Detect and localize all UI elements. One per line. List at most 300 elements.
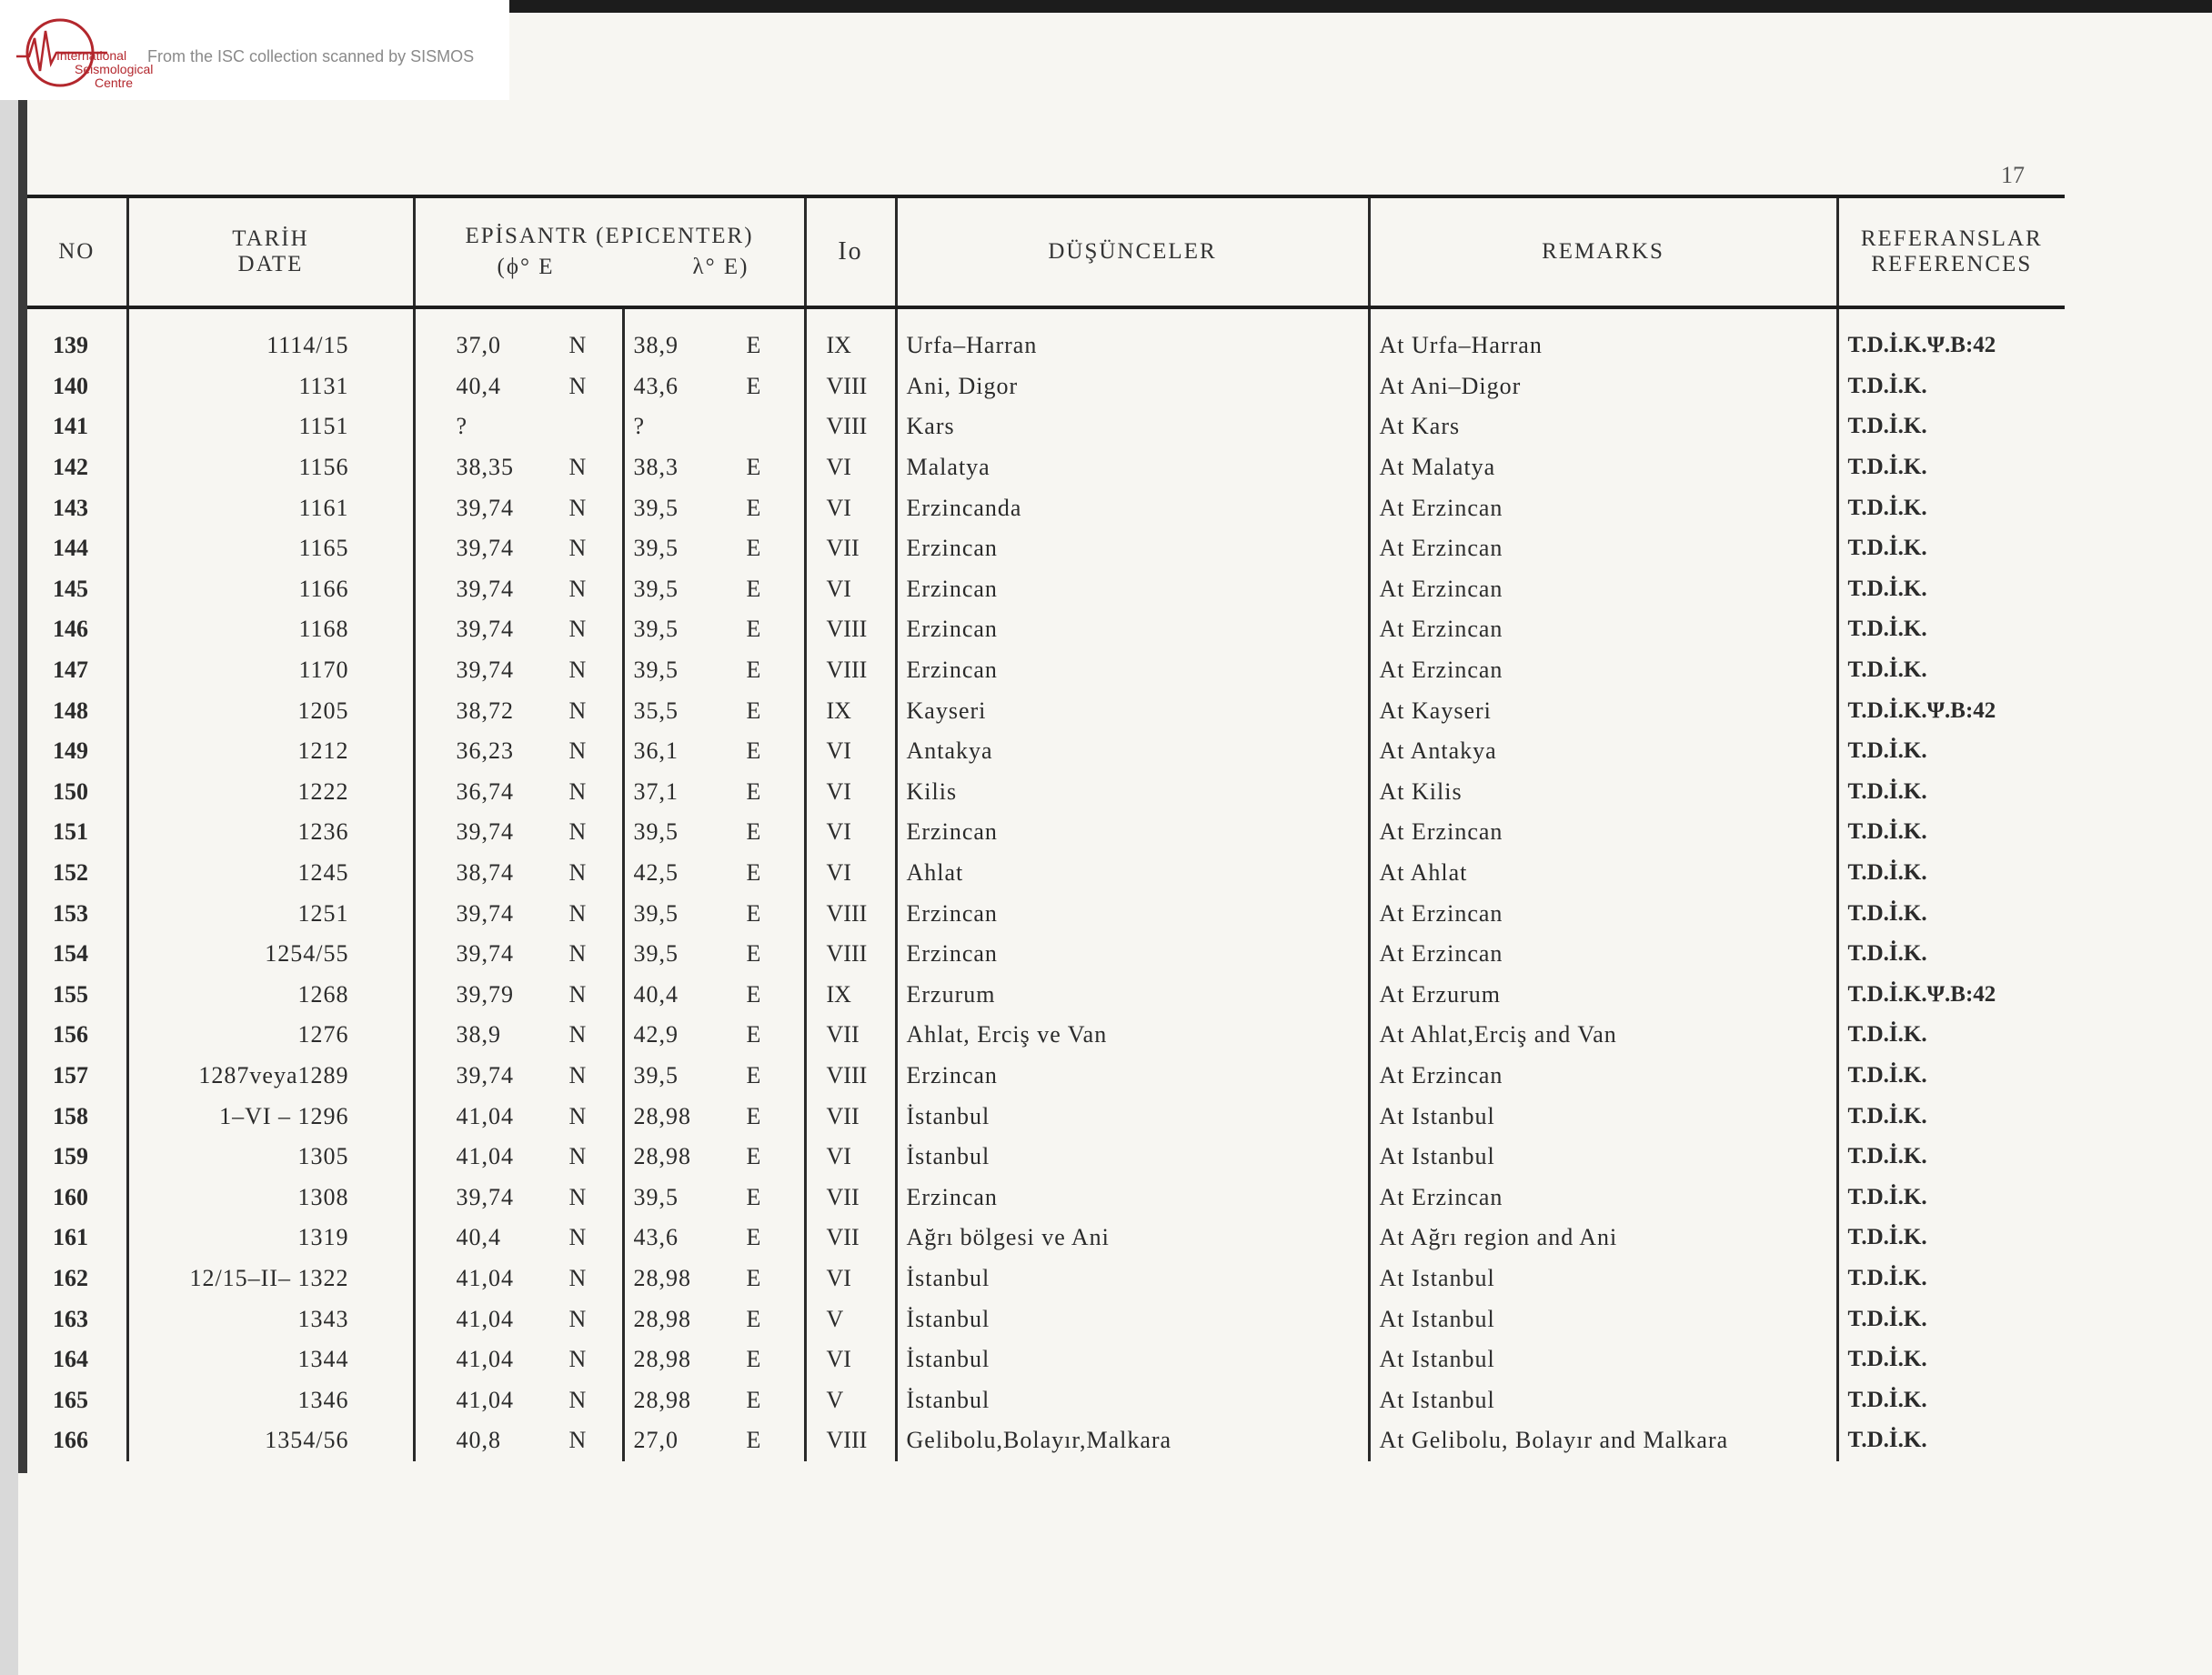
cell-remarks-en: At Kilis <box>1369 772 1837 813</box>
cell-remarks-en: At Kayseri <box>1369 690 1837 731</box>
latitude-value: 38,35 <box>456 454 514 481</box>
longitude-value: 39,5 <box>633 494 679 521</box>
cell-intensity: VI <box>805 447 896 488</box>
longitude-hemisphere: E <box>746 1021 762 1048</box>
longitude-hemisphere: E <box>746 494 762 521</box>
longitude-hemisphere: E <box>746 1386 762 1413</box>
cell-intensity: IX <box>805 690 896 731</box>
cell-remarks-en: At Erzincan <box>1369 1056 1837 1097</box>
cell-date: 1–VI – 1296 <box>127 1096 414 1137</box>
latitude-hemisphere: N <box>568 1224 588 1251</box>
longitude-hemisphere: E <box>746 1224 762 1251</box>
latitude-value: 40,4 <box>456 372 501 399</box>
longitude-hemisphere: E <box>746 1264 762 1291</box>
cell-latitude <box>414 1218 623 1259</box>
cell-remarks-tr: Erzincan <box>896 609 1369 650</box>
table-row <box>27 975 2065 1016</box>
cell-latitude <box>414 934 623 975</box>
cell-remarks-tr: İstanbul <box>896 1259 1369 1299</box>
cell-latitude <box>414 609 623 650</box>
cell-latitude <box>414 1056 623 1097</box>
cell-longitude <box>623 772 805 813</box>
table-row <box>27 1259 2065 1299</box>
cell-reference: T.D.İ.K. <box>1837 1218 2065 1259</box>
cell-latitude <box>414 528 623 569</box>
cell-remarks-tr: İstanbul <box>896 1137 1369 1178</box>
cell-reference: T.D.İ.K. <box>1837 812 2065 853</box>
cell-intensity: IX <box>805 307 896 366</box>
cell-longitude <box>623 650 805 691</box>
cell-reference: T.D.İ.K. <box>1837 487 2065 528</box>
cell-reference: T.D.İ.K. <box>1837 1420 2065 1461</box>
cell-remarks-tr: Kilis <box>896 772 1369 813</box>
longitude-hemisphere: E <box>746 737 762 765</box>
cell-reference: T.D.İ.K. <box>1837 1015 2065 1056</box>
table-row <box>27 1137 2065 1178</box>
cell-longitude <box>623 1420 805 1461</box>
cell-reference: T.D.İ.K. <box>1837 1056 2065 1097</box>
cell-remarks-en: At Ahlat,Erciş and Van <box>1369 1015 1837 1056</box>
longitude-value: 40,4 <box>633 980 679 1008</box>
latitude-value: 38,74 <box>456 859 514 887</box>
cell-date: 1161 <box>127 487 414 528</box>
cell-longitude <box>623 1096 805 1137</box>
latitude-value: 41,04 <box>456 1143 514 1170</box>
cell-longitude <box>623 1056 805 1097</box>
cell-reference: T.D.İ.K. <box>1837 366 2065 407</box>
longitude-hemisphere: E <box>746 1102 762 1129</box>
cell-date: 1287veya1289 <box>127 1056 414 1097</box>
cell-reference: T.D.İ.K. <box>1837 1299 2065 1339</box>
table-row <box>27 1218 2065 1259</box>
longitude-value: 35,5 <box>633 697 679 724</box>
cell-no: 156 <box>53 1021 88 1048</box>
cell-remarks-en: At Erzincan <box>1369 893 1837 934</box>
cell-no: 151 <box>53 818 88 846</box>
latitude-hemisphere: N <box>568 737 588 765</box>
cell-date: 1254/55 <box>127 934 414 975</box>
cell-reference: T.D.İ.K. <box>1837 1379 2065 1420</box>
cell-latitude <box>414 1299 623 1339</box>
table-row <box>27 1056 2065 1097</box>
cell-remarks-en: At Erzincan <box>1369 1177 1837 1218</box>
cell-date: 1156 <box>127 447 414 488</box>
cell-no: 143 <box>53 494 88 521</box>
longitude-value: 28,98 <box>633 1305 691 1332</box>
table-row <box>27 690 2065 731</box>
longitude-value: 42,9 <box>633 1021 679 1048</box>
cell-longitude <box>623 934 805 975</box>
cell-no: 139 <box>53 332 88 359</box>
cell-no: 158 <box>53 1102 88 1129</box>
cell-remarks-en: At Istanbul <box>1369 1259 1837 1299</box>
cell-latitude <box>414 1015 623 1056</box>
latitude-value: 38,72 <box>456 697 514 724</box>
cell-intensity: VI <box>805 731 896 772</box>
cell-longitude <box>623 893 805 934</box>
longitude-value: 36,1 <box>633 737 679 765</box>
longitude-hemisphere: E <box>746 859 762 887</box>
cell-latitude <box>414 366 623 407</box>
cell-date: 1151 <box>127 406 414 447</box>
table-row <box>27 731 2065 772</box>
catalog-table <box>27 195 2065 1461</box>
latitude-value: 36,23 <box>456 737 514 765</box>
cell-intensity: VIII <box>805 1420 896 1461</box>
cell-intensity: VIII <box>805 1056 896 1097</box>
cell-longitude <box>623 1339 805 1380</box>
latitude-value: 39,74 <box>456 899 514 927</box>
scan-source-note: From the ISC collection scanned by SISMOS <box>147 47 475 65</box>
table-header-row <box>27 196 2065 307</box>
cell-latitude <box>414 1420 623 1461</box>
cell-latitude <box>414 1379 623 1420</box>
cell-intensity: VI <box>805 569 896 610</box>
latitude-hemisphere: N <box>568 657 588 684</box>
cell-remarks-tr: Erzurum <box>896 975 1369 1016</box>
latitude-hemisphere: N <box>568 575 588 602</box>
table-row <box>27 893 2065 934</box>
cell-remarks-en: At Erzincan <box>1369 487 1837 528</box>
cell-no: 144 <box>53 535 88 562</box>
longitude-value: 39,5 <box>633 1061 679 1088</box>
longitude-value: ? <box>633 413 646 440</box>
table-row <box>27 307 2065 366</box>
header-remarks-tr: DÜŞÜNCELER <box>896 196 1369 307</box>
cell-intensity: VIII <box>805 366 896 407</box>
latitude-value: 38,9 <box>456 1021 501 1048</box>
longitude-value: 37,1 <box>633 777 679 805</box>
longitude-value: 28,98 <box>633 1102 691 1129</box>
cell-latitude <box>414 650 623 691</box>
latitude-hemisphere: N <box>568 454 588 481</box>
cell-longitude <box>623 853 805 894</box>
cell-date: 1165 <box>127 528 414 569</box>
table-row <box>27 1420 2065 1461</box>
cell-intensity: VII <box>805 1177 896 1218</box>
cell-intensity: VII <box>805 1096 896 1137</box>
cell-intensity: VI <box>805 1259 896 1299</box>
cell-longitude <box>623 690 805 731</box>
table-row <box>27 366 2065 407</box>
cell-date: 1305 <box>127 1137 414 1178</box>
longitude-value: 38,9 <box>633 332 679 359</box>
table-row <box>27 772 2065 813</box>
cell-no: 160 <box>53 1183 88 1210</box>
cell-latitude <box>414 1177 623 1218</box>
latitude-value: 41,04 <box>456 1305 514 1332</box>
cell-remarks-en: At Antakya <box>1369 731 1837 772</box>
longitude-hemisphere: E <box>746 1061 762 1088</box>
cell-longitude <box>623 1259 805 1299</box>
cell-remarks-tr: Gelibolu,Bolayır,Malkara <box>896 1420 1369 1461</box>
longitude-hemisphere: E <box>746 1427 762 1454</box>
longitude-hemisphere: E <box>746 940 762 968</box>
cell-longitude <box>623 812 805 853</box>
cell-reference: T.D.İ.K. <box>1837 1096 2065 1137</box>
page-number: 17 <box>2001 162 2025 188</box>
cell-remarks-tr: İstanbul <box>896 1096 1369 1137</box>
longitude-value: 39,5 <box>633 535 679 562</box>
header-date-en: DATE <box>237 252 304 276</box>
cell-remarks-tr: Antakya <box>896 731 1369 772</box>
longitude-value: 43,6 <box>633 372 679 399</box>
cell-remarks-tr: Erzincanda <box>896 487 1369 528</box>
cell-no: 159 <box>53 1143 88 1170</box>
longitude-value: 39,5 <box>633 940 679 968</box>
cell-remarks-tr: Kayseri <box>896 690 1369 731</box>
cell-remarks-tr: Ahlat <box>896 853 1369 894</box>
cell-no: 145 <box>53 575 88 602</box>
cell-remarks-en: At Kars <box>1369 406 1837 447</box>
cell-reference: T.D.İ.K. <box>1837 731 2065 772</box>
cell-reference: T.D.İ.K. <box>1837 609 2065 650</box>
cell-remarks-en: At Urfa–Harran <box>1369 307 1837 366</box>
table-row <box>27 406 2065 447</box>
longitude-hemisphere: E <box>746 657 762 684</box>
latitude-value: 39,74 <box>456 940 514 968</box>
cell-no: 146 <box>53 616 88 643</box>
header-remarks-en: REMARKS <box>1369 196 1837 307</box>
latitude-value: 39,74 <box>456 1183 514 1210</box>
cell-date: 1251 <box>127 893 414 934</box>
cell-intensity: VIII <box>805 893 896 934</box>
latitude-hemisphere: N <box>568 332 588 359</box>
cell-intensity: VII <box>805 528 896 569</box>
cell-remarks-en: At Malatya <box>1369 447 1837 488</box>
table-row <box>27 1379 2065 1420</box>
cell-remarks-en: At Istanbul <box>1369 1299 1837 1339</box>
cell-remarks-en: At Gelibolu, Bolayır and Malkara <box>1369 1420 1837 1461</box>
cell-remarks-tr: Erzincan <box>896 893 1369 934</box>
header-epicenter-title: EPİSANTR (EPICENTER) <box>465 224 754 248</box>
cell-remarks-en: At Erzincan <box>1369 569 1837 610</box>
cell-reference: T.D.İ.K. <box>1837 650 2065 691</box>
cell-intensity: VII <box>805 1015 896 1056</box>
latitude-hemisphere: N <box>568 1346 588 1373</box>
cell-latitude <box>414 893 623 934</box>
cell-longitude <box>623 975 805 1016</box>
cell-reference: T.D.İ.K.Ψ.B:42 <box>1837 690 2065 731</box>
cell-latitude <box>414 731 623 772</box>
longitude-hemisphere: E <box>746 777 762 805</box>
cell-intensity: V <box>805 1299 896 1339</box>
latitude-hemisphere: N <box>568 494 588 521</box>
table-row <box>27 487 2065 528</box>
cell-longitude <box>623 1379 805 1420</box>
cell-intensity: VI <box>805 1137 896 1178</box>
cell-remarks-tr: Erzincan <box>896 650 1369 691</box>
cell-latitude <box>414 487 623 528</box>
cell-remarks-en: At Istanbul <box>1369 1379 1837 1420</box>
cell-reference: T.D.İ.K. <box>1837 406 2065 447</box>
header-longitude: λ° E) <box>692 255 749 279</box>
isc-logo-line: Centre <box>95 75 134 90</box>
cell-latitude <box>414 307 623 366</box>
header-intensity: Io <box>805 196 896 307</box>
longitude-value: 42,5 <box>633 859 679 887</box>
longitude-hemisphere: E <box>746 1143 762 1170</box>
cell-date: 12/15–II– 1322 <box>127 1259 414 1299</box>
cell-remarks-tr: Ağrı bölgesi ve Ani <box>896 1218 1369 1259</box>
cell-reference: T.D.İ.K. <box>1837 893 2065 934</box>
cell-date: 1131 <box>127 366 414 407</box>
cell-latitude <box>414 1259 623 1299</box>
latitude-value: 40,8 <box>456 1427 501 1454</box>
longitude-value: 39,5 <box>633 575 679 602</box>
latitude-hemisphere: N <box>568 535 588 562</box>
cell-date: 1343 <box>127 1299 414 1339</box>
cell-latitude <box>414 853 623 894</box>
cell-latitude <box>414 975 623 1016</box>
table-row <box>27 1015 2065 1056</box>
latitude-value: 41,04 <box>456 1346 514 1373</box>
cell-date: 1166 <box>127 569 414 610</box>
cell-date: 1245 <box>127 853 414 894</box>
cell-intensity: VIII <box>805 609 896 650</box>
latitude-hemisphere: N <box>568 818 588 846</box>
table-row <box>27 609 2065 650</box>
isc-header <box>0 0 509 100</box>
cell-longitude <box>623 569 805 610</box>
cell-latitude <box>414 1096 623 1137</box>
cell-no: 150 <box>53 777 88 805</box>
latitude-hemisphere: N <box>568 1305 588 1332</box>
latitude-hemisphere: N <box>568 1183 588 1210</box>
longitude-hemisphere: E <box>746 697 762 724</box>
cell-remarks-en: At Erzincan <box>1369 609 1837 650</box>
table-row <box>27 1299 2065 1339</box>
page-binding-shadow <box>18 100 27 1473</box>
cell-longitude <box>623 366 805 407</box>
latitude-value: 39,74 <box>456 535 514 562</box>
latitude-value: 39,74 <box>456 1061 514 1088</box>
cell-date: 1212 <box>127 731 414 772</box>
cell-date: 1170 <box>127 650 414 691</box>
latitude-hemisphere: N <box>568 1021 588 1048</box>
cell-longitude <box>623 406 805 447</box>
longitude-hemisphere: E <box>746 332 762 359</box>
cell-remarks-en: At Istanbul <box>1369 1137 1837 1178</box>
cell-longitude <box>623 731 805 772</box>
cell-remarks-tr: Erzincan <box>896 1056 1369 1097</box>
cell-longitude <box>623 1299 805 1339</box>
cell-remarks-tr: Erzincan <box>896 1177 1369 1218</box>
earthquake-catalog-table <box>27 195 2065 1477</box>
cell-no: 164 <box>53 1346 88 1373</box>
cell-no: 165 <box>53 1386 88 1413</box>
cell-date: 1276 <box>127 1015 414 1056</box>
latitude-hemisphere: N <box>568 1102 588 1129</box>
cell-date: 1354/56 <box>127 1420 414 1461</box>
cell-remarks-tr: Malatya <box>896 447 1369 488</box>
cell-longitude <box>623 487 805 528</box>
cell-reference: T.D.İ.K. <box>1837 772 2065 813</box>
cell-remarks-en: At Erzincan <box>1369 812 1837 853</box>
cell-date: 1319 <box>127 1218 414 1259</box>
table-row <box>27 650 2065 691</box>
cell-no: 149 <box>53 737 88 765</box>
longitude-value: 39,5 <box>633 899 679 927</box>
cell-latitude <box>414 1339 623 1380</box>
cell-longitude <box>623 1177 805 1218</box>
header-epicenter <box>414 196 805 307</box>
header-latitude: (ϕ° E <box>497 255 555 279</box>
cell-no: 141 <box>53 413 88 440</box>
cell-date: 1268 <box>127 975 414 1016</box>
cell-remarks-en: At Ani–Digor <box>1369 366 1837 407</box>
latitude-value: 41,04 <box>456 1386 514 1413</box>
scan-edge <box>0 0 18 1675</box>
cell-intensity: VI <box>805 812 896 853</box>
header-date <box>127 196 414 307</box>
longitude-hemisphere: E <box>746 575 762 602</box>
cell-no: 153 <box>53 899 88 927</box>
latitude-value: 39,79 <box>456 980 514 1008</box>
cell-latitude <box>414 772 623 813</box>
longitude-hemisphere: E <box>746 616 762 643</box>
cell-longitude <box>623 307 805 366</box>
cell-intensity: IX <box>805 975 896 1016</box>
cell-no: 154 <box>53 940 88 968</box>
cell-reference: T.D.İ.K. <box>1837 853 2065 894</box>
longitude-hemisphere: E <box>746 980 762 1008</box>
latitude-hemisphere: N <box>568 616 588 643</box>
cell-remarks-tr: Kars <box>896 406 1369 447</box>
cell-latitude <box>414 406 623 447</box>
cell-reference: T.D.İ.K. <box>1837 1339 2065 1380</box>
longitude-hemisphere: E <box>746 818 762 846</box>
table-row <box>27 853 2065 894</box>
latitude-hemisphere: N <box>568 1061 588 1088</box>
latitude-hemisphere: N <box>568 899 588 927</box>
cell-remarks-tr: Erzincan <box>896 934 1369 975</box>
cell-longitude <box>623 1218 805 1259</box>
latitude-hemisphere: N <box>568 372 588 399</box>
cell-date: 1308 <box>127 1177 414 1218</box>
cell-longitude <box>623 447 805 488</box>
header-references-tr: REFERANSLAR <box>1860 226 2043 251</box>
longitude-hemisphere: E <box>746 899 762 927</box>
latitude-value: 39,74 <box>456 818 514 846</box>
latitude-hemisphere: N <box>568 940 588 968</box>
cell-remarks-en: At Istanbul <box>1369 1339 1837 1380</box>
latitude-hemisphere: N <box>568 859 588 887</box>
cell-reference: T.D.İ.K. <box>1837 569 2065 610</box>
cell-remarks-en: At Erzurum <box>1369 975 1837 1016</box>
longitude-hemisphere: E <box>746 372 762 399</box>
cell-date: 1114/15 <box>127 307 414 366</box>
cell-remarks-tr: Erzincan <box>896 528 1369 569</box>
cell-remarks-tr: İstanbul <box>896 1339 1369 1380</box>
cell-remarks-tr: Ahlat, Erciş ve Van <box>896 1015 1369 1056</box>
header-references-en: REFERENCES <box>1871 252 2033 276</box>
latitude-hemisphere: N <box>568 1386 588 1413</box>
latitude-value: 41,04 <box>456 1264 514 1291</box>
cell-longitude <box>623 1015 805 1056</box>
latitude-value: 39,74 <box>456 494 514 521</box>
longitude-value: 43,6 <box>633 1224 679 1251</box>
cell-no: 142 <box>53 454 88 481</box>
table-row <box>27 812 2065 853</box>
cell-longitude <box>623 1137 805 1178</box>
cell-date: 1205 <box>127 690 414 731</box>
cell-remarks-en: At Istanbul <box>1369 1096 1837 1137</box>
cell-intensity: VI <box>805 853 896 894</box>
cell-no: 163 <box>53 1305 88 1332</box>
cell-intensity: VI <box>805 1339 896 1380</box>
cell-reference: T.D.İ.K. <box>1837 1137 2065 1178</box>
